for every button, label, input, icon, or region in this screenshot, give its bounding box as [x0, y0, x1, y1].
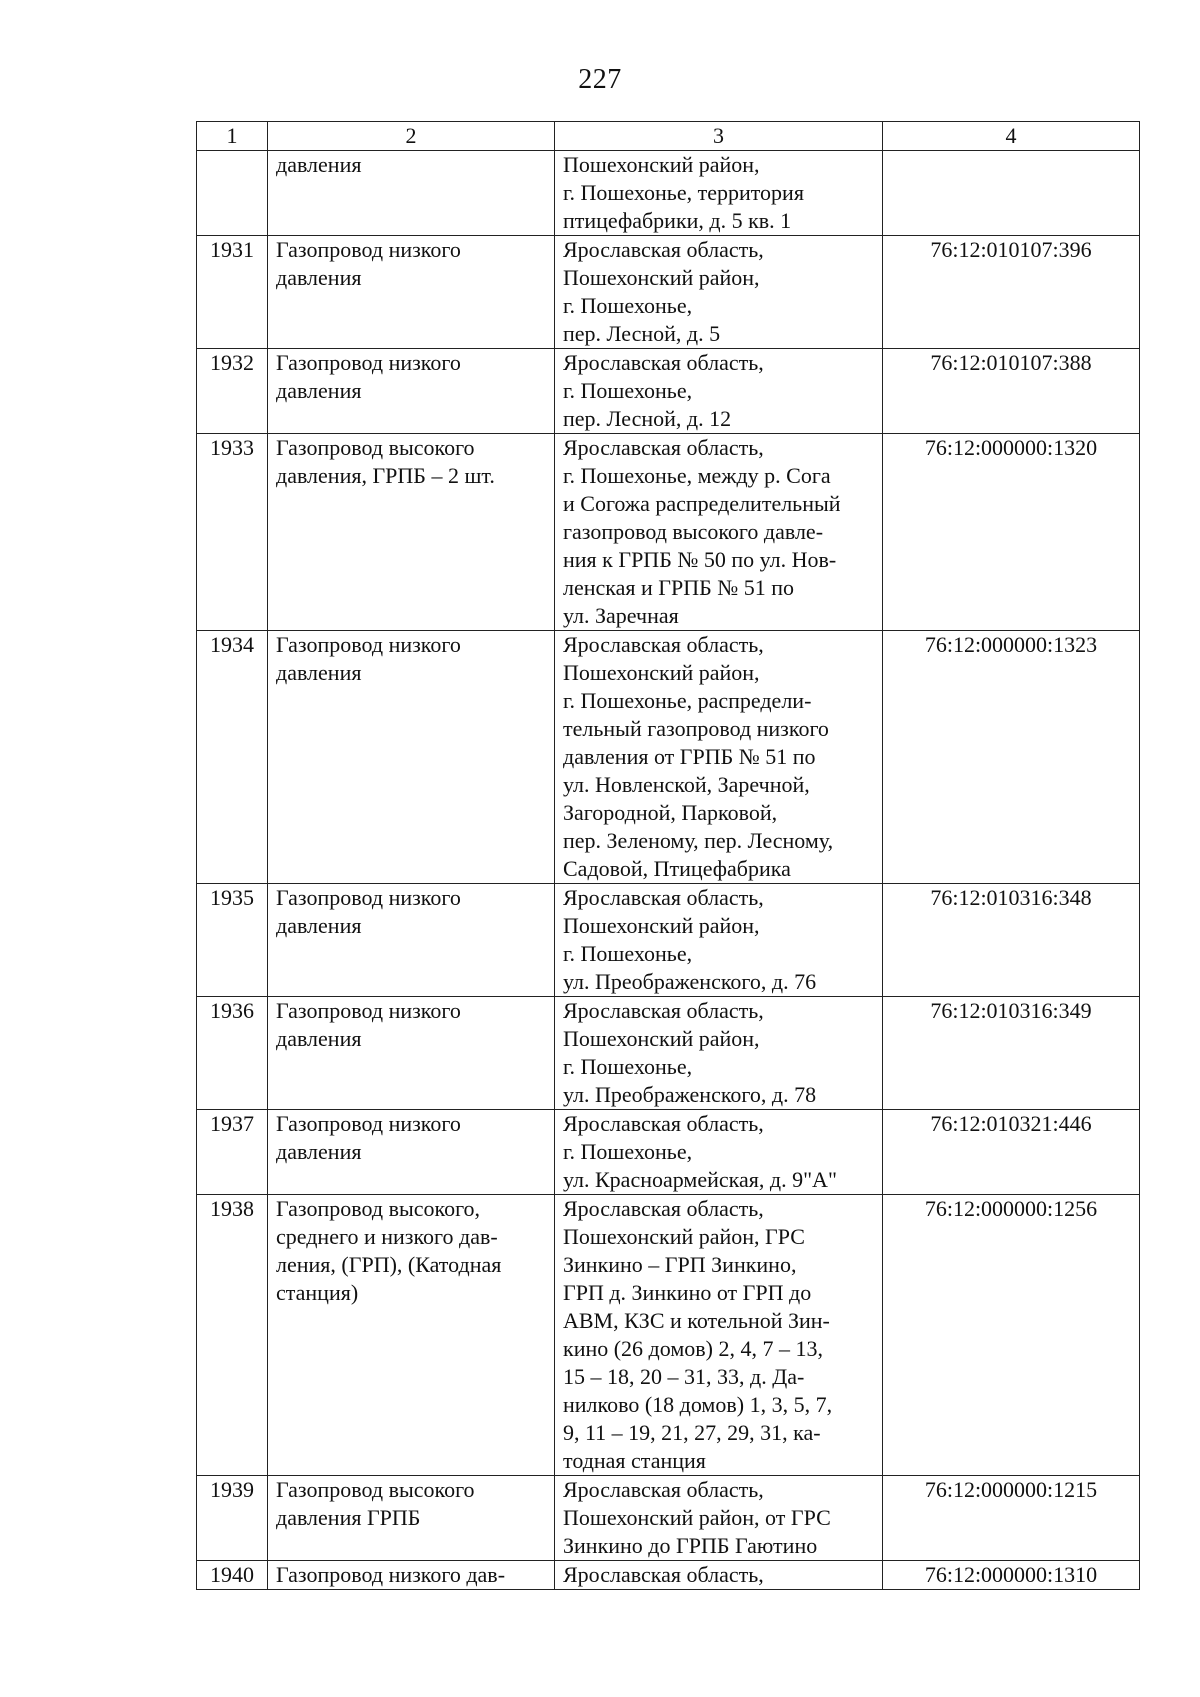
- cadastral-number: [883, 151, 1140, 236]
- row-number: 1933: [197, 434, 268, 631]
- object-name: Газопровод низкого давления: [268, 349, 555, 434]
- table-row: [197, 1195, 1140, 1476]
- cadastral-number: 76:12:010107:388: [883, 349, 1140, 434]
- table-row: [197, 1476, 1140, 1561]
- header-row: [197, 122, 1140, 151]
- cadastral-number: 76:12:000000:1323: [883, 631, 1140, 884]
- row-number: 1937: [197, 1110, 268, 1195]
- row-number: 1938: [197, 1195, 268, 1476]
- cadastral-number: 76:12:010321:446: [883, 1110, 1140, 1195]
- object-address: Ярославская область, г. Пошехонье, ул. Красноармейская, д. 9"А": [555, 1110, 883, 1195]
- row-number: 1932: [197, 349, 268, 434]
- object-address: Ярославская область, Пошехонский район, от ГРС Зинкино до ГРПБ Гаютино: [555, 1476, 883, 1561]
- row-number: 1935: [197, 884, 268, 997]
- object-name: Газопровод высокого давления, ГРПБ – 2 шт.: [268, 434, 555, 631]
- table-row: [197, 1561, 1140, 1590]
- table-row: [197, 349, 1140, 434]
- page-number: 227: [578, 64, 622, 95]
- cadastral-number: 76:12:010107:396: [883, 236, 1140, 349]
- row-number: 1936: [197, 997, 268, 1110]
- cadastral-number: 76:12:000000:1215: [883, 1476, 1140, 1561]
- object-name: давления: [268, 151, 555, 236]
- header-cell-2: 2: [268, 122, 555, 151]
- object-address: Ярославская область, Пошехонский район, г. Пошехонье, распредели- тельный газопровод низкого давления от ГРПБ № 51 по ул. Новленской, Заречной, Загородной, Парковой, пер. Зеленому, пер. Лесному, Садовой, Птицефабрика: [555, 631, 883, 884]
- table-row: [197, 151, 1140, 236]
- table-row: [197, 884, 1140, 997]
- row-number: 1931: [197, 236, 268, 349]
- header-cell-1: 1: [197, 122, 268, 151]
- table-row: [197, 997, 1140, 1110]
- cadastral-number: 76:12:000000:1256: [883, 1195, 1140, 1476]
- object-name: Газопровод низкого давления: [268, 236, 555, 349]
- object-address: Ярославская область, Пошехонский район, г. Пошехонье, ул. Преображенского, д. 78: [555, 997, 883, 1110]
- object-address: Ярославская область, Пошехонский район, г. Пошехонье, пер. Лесной, д. 5: [555, 236, 883, 349]
- object-name: Газопровод низкого давления: [268, 631, 555, 884]
- header-cell-4: 4: [883, 122, 1140, 151]
- table-row: [197, 631, 1140, 884]
- row-number: 1940: [197, 1561, 268, 1590]
- cadastral-number: 76:12:010316:348: [883, 884, 1140, 997]
- object-address: Ярославская область,: [555, 1561, 883, 1590]
- table-row: [197, 434, 1140, 631]
- object-name: Газопровод высокого давления ГРПБ: [268, 1476, 555, 1561]
- object-name: Газопровод низкого давления: [268, 884, 555, 997]
- object-address: Ярославская область, г. Пошехонье, пер. Лесной, д. 12: [555, 349, 883, 434]
- table-row: [197, 236, 1140, 349]
- row-number: [197, 151, 268, 236]
- cadastral-number: 76:12:010316:349: [883, 997, 1140, 1110]
- object-address: Пошехонский район, г. Пошехонье, территория птицефабрики, д. 5 кв. 1: [555, 151, 883, 236]
- object-name: Газопровод низкого дав-: [268, 1561, 555, 1590]
- object-address: Ярославская область, Пошехонский район, ГРС Зинкино – ГРП Зинкино, ГРП д. Зинкино от ГРП до АВМ, КЗС и котельной Зин- кино (26 домов) 2, 4, 7 – 13, 15 – 18, 20 – 31, 33, д. Да- нилково (18 домов) 1, 3, 5, 7, 9, 11 – 19, 21, 27, 29, 31, ка- тодная станция: [555, 1195, 883, 1476]
- property-registry-table: [196, 121, 1140, 1590]
- object-name: Газопровод высокого, среднего и низкого дав- ления, (ГРП), (Катодная станция): [268, 1195, 555, 1476]
- object-name: Газопровод низкого давления: [268, 997, 555, 1110]
- cadastral-number: 76:12:000000:1310: [883, 1561, 1140, 1590]
- table-row: [197, 1110, 1140, 1195]
- object-address: Ярославская область, г. Пошехонье, между р. Сога и Согожа распределительный газопровод высокого давле- ния к ГРПБ № 50 по ул. Нов- ленская и ГРПБ № 51 по ул. Заречная: [555, 434, 883, 631]
- cadastral-number: 76:12:000000:1320: [883, 434, 1140, 631]
- row-number: 1934: [197, 631, 268, 884]
- object-name: Газопровод низкого давления: [268, 1110, 555, 1195]
- row-number: 1939: [197, 1476, 268, 1561]
- object-address: Ярославская область, Пошехонский район, г. Пошехонье, ул. Преображенского, д. 76: [555, 884, 883, 997]
- header-cell-3: 3: [555, 122, 883, 151]
